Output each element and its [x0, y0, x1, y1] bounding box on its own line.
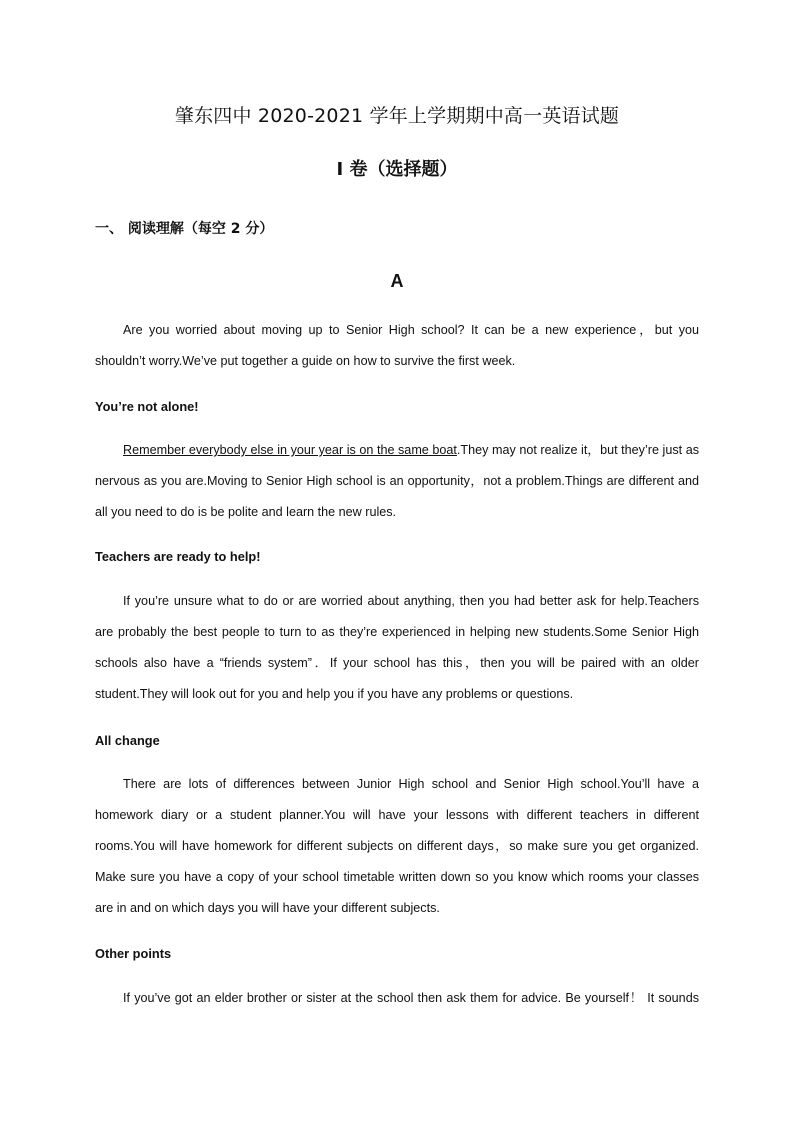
section-heading: 一、 阅读理解（每空 2 分） — [95, 221, 274, 237]
subheading-other-points: Other points — [95, 946, 172, 961]
passage-intro: Are you worried about moving up to Senior High school? It can be a new experience，but you shouldn’t worry.We’ve put together a guide on how to survive the first week. — [95, 323, 699, 368]
paragraph-teachers: If you’re unsure what to do or are worried about anything, then you had better ask for help.Teachers are probably the best people to turn to as they’re experienced in helping new students.Some Senior High schools also have a “friends system”．If your school has this，then you will be paired with an older student.They will look out for you and help you if you have any problems or questions. — [95, 594, 699, 701]
paragraph-other-points: If you’ve got an elder brother or sister at the school then ask them for advice. Be yourself！ It sounds — [123, 991, 699, 1005]
paragraph-all-change: There are lots of differences between Junior High school and Senior High school.You’ll have a homework diary or a student planner.You will have your lessons with different teachers in different rooms.You will have homework for different subjects on different days，so make sure you get organized. Make sure you have a copy of your school timetable written down so you know which rooms your classes are in and on which days you will have your different subjects. — [95, 777, 699, 915]
subheading-teachers: Teachers are ready to help! — [95, 549, 261, 564]
part-title: I 卷（选择题） — [336, 159, 458, 180]
passage-letter: A — [390, 271, 404, 291]
subheading-all-change: All change — [95, 733, 160, 748]
paragraph-not-alone — [95, 435, 699, 528]
subheading-not-alone: You’re not alone! — [95, 399, 199, 414]
underlined-sentence: Remember everybody else in your year is on the same boat — [123, 443, 457, 457]
paragraph-not-alone-rest: .They may not realize it，but they’re just as nervous as you are.Moving to Senior High school is an opportunity，not a problem.Things are different and all you need to do is be polite and learn the new rules. — [95, 443, 699, 519]
exam-title: 肇东四中 2020-2021 学年上学期期中高一英语试题 — [174, 105, 620, 127]
